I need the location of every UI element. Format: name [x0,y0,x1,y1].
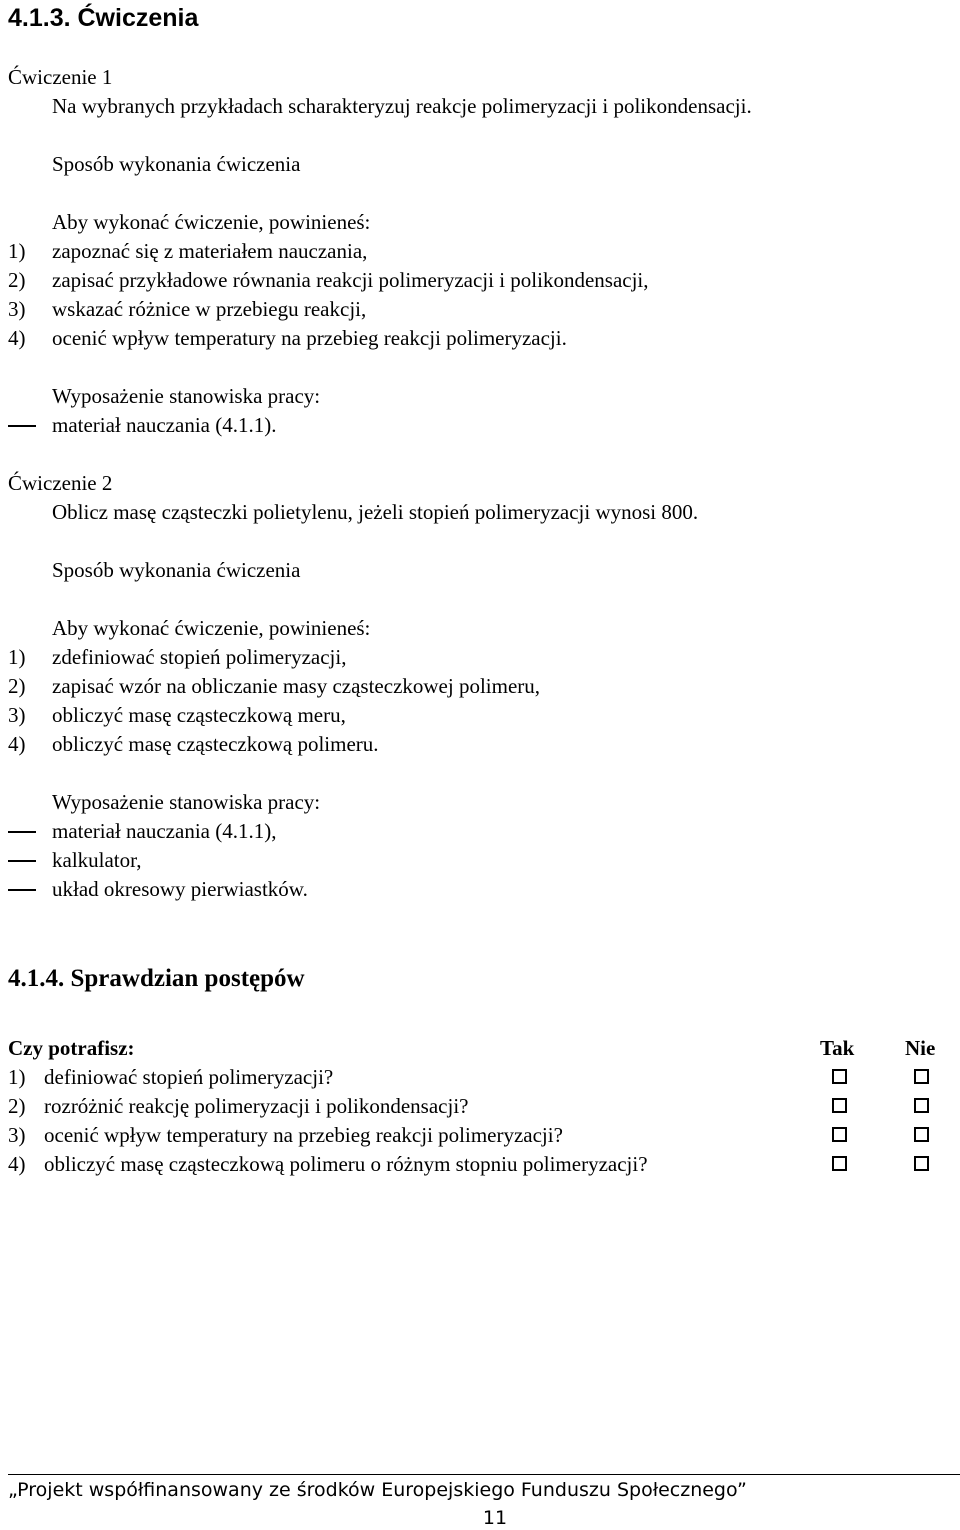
dash-bullet [8,831,36,833]
step-text: wskazać różnice w przebiegu reakcji, [52,297,367,321]
step-text: zdefiniować stopień polimeryzacji, [52,645,347,669]
exercise-1-task: Na wybranych przykładach scharakteryzuj reakcje polimeryzacji i polikondensacji. [52,94,752,118]
step-number: 1) [8,239,26,263]
equipment-item: materiał nauczania (4.1.1), [52,819,277,843]
question-number: 4) [8,1152,26,1176]
question-number: 1) [8,1065,26,1089]
checkbox-yes[interactable] [832,1098,847,1113]
checkbox-yes[interactable] [832,1069,847,1084]
equipment-item: układ okresowy pierwiastków. [52,877,308,901]
dash-bullet [8,889,36,891]
step-number: 2) [8,268,26,292]
exercise-2-task: Oblicz masę cząsteczki polietylenu, jeżeli stopień polimeryzacji wynosi 800. [52,500,699,524]
exercise-2-steps-intro: Aby wykonać ćwiczenie, powinieneś: [52,616,371,640]
column-yes: Tak [820,1036,855,1060]
exercise-1-equipment-label: Wyposażenie stanowiska pracy: [52,384,321,408]
question-header: Czy potrafisz: [8,1036,135,1060]
question-number: 3) [8,1123,26,1147]
dash-bullet [8,860,36,862]
section-heading-exercises: 4.1.3. Ćwiczenia [8,4,199,32]
checkbox-no[interactable] [914,1069,929,1084]
checkbox-yes[interactable] [832,1156,847,1171]
checkbox-no[interactable] [914,1098,929,1113]
page-number: 11 [482,1507,508,1529]
step-number: 4) [8,326,26,350]
checkbox-no[interactable] [914,1156,929,1171]
step-text: zapisać przykładowe równania reakcji polimeryzacji i polikondensacji, [52,268,649,292]
question-text: definiować stopień polimeryzacji? [44,1065,334,1089]
exercise-2-method-label: Sposób wykonania ćwiczenia [52,558,301,582]
section-heading-progress-check: 4.1.4. Sprawdzian postępów [8,965,305,992]
footer-divider [8,1474,960,1475]
exercise-1-steps-intro: Aby wykonać ćwiczenie, powinieneś: [52,210,371,234]
step-text: ocenić wpływ temperatury na przebieg reakcji polimeryzacji. [52,326,567,350]
equipment-item: kalkulator, [52,848,142,872]
step-number: 2) [8,674,26,698]
step-text: zapisać wzór na obliczanie masy cząsteczkowej polimeru, [52,674,541,698]
exercise-1-method-label: Sposób wykonania ćwiczenia [52,152,301,176]
question-text: rozróżnić reakcję polimeryzacji i polikondensacji? [44,1094,469,1118]
column-no: Nie [905,1036,936,1060]
checkbox-no[interactable] [914,1127,929,1142]
exercise-2-title: Ćwiczenie 2 [8,471,113,495]
exercise-1-title: Ćwiczenie 1 [8,65,113,89]
step-text: zapoznać się z materiałem nauczania, [52,239,368,263]
step-text: obliczyć masę cząsteczkową meru, [52,703,346,727]
step-number: 4) [8,732,26,756]
equipment-item: materiał nauczania (4.1.1). [52,413,277,437]
question-number: 2) [8,1094,26,1118]
question-text: obliczyć masę cząsteczkową polimeru o różnym stopniu polimeryzacji? [44,1152,648,1176]
step-text: obliczyć masę cząsteczkową polimeru. [52,732,379,756]
footer-project-note: „Projekt współfinansowany ze środków Europejskiego Funduszu Społecznego” [8,1479,747,1501]
step-number: 3) [8,297,26,321]
step-number: 3) [8,703,26,727]
checkbox-yes[interactable] [832,1127,847,1142]
question-text: ocenić wpływ temperatury na przebieg reakcji polimeryzacji? [44,1123,563,1147]
step-number: 1) [8,645,26,669]
exercise-2-equipment-label: Wyposażenie stanowiska pracy: [52,790,321,814]
dash-bullet [8,425,36,427]
